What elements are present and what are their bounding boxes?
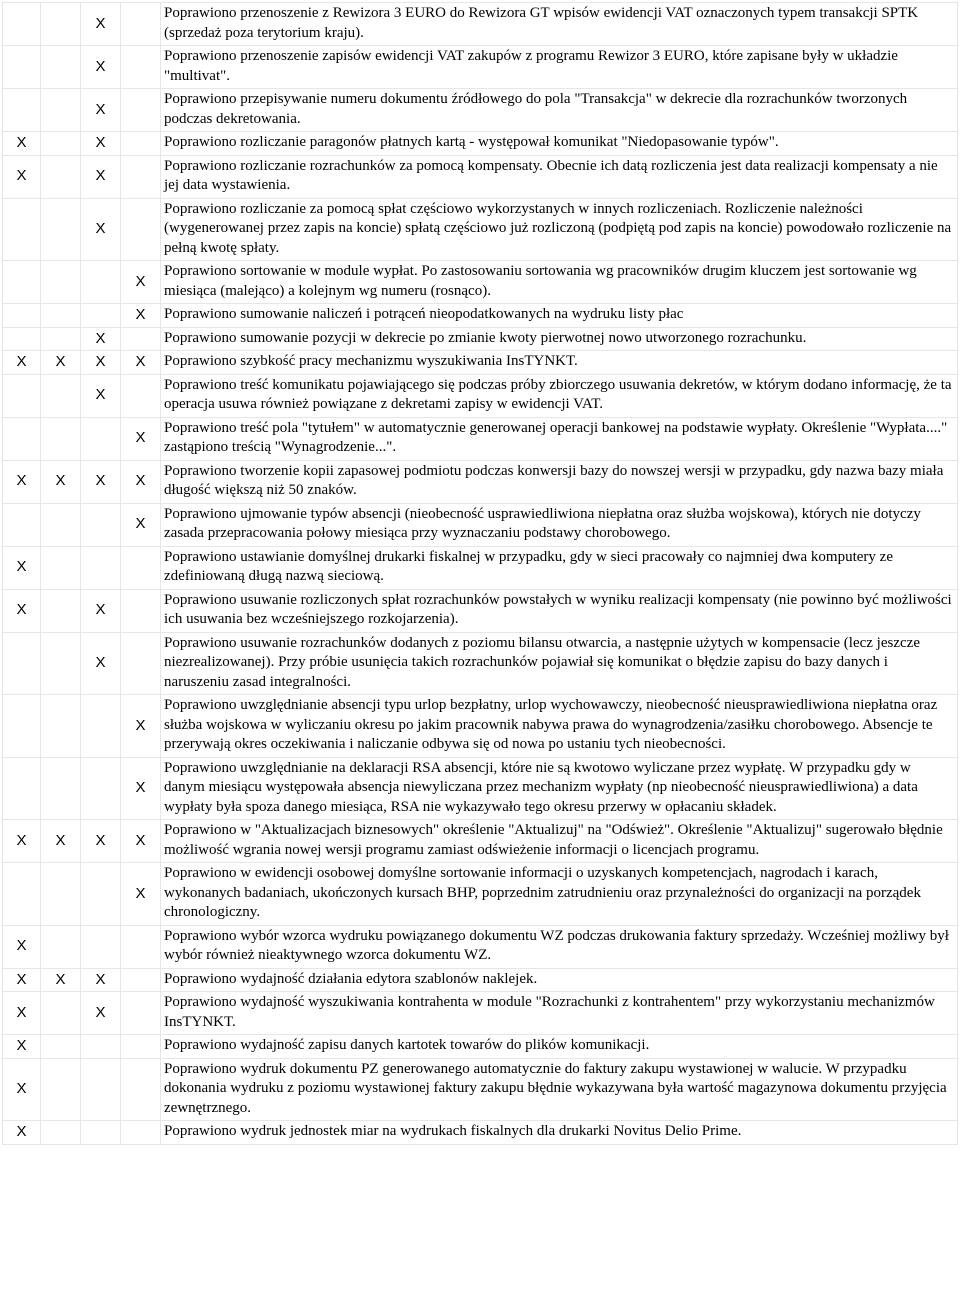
table-row [3,261,958,304]
product-mark-cell [41,374,81,417]
product-mark-cell [121,546,161,589]
product-mark-cell: X [81,460,121,503]
product-mark-cell [3,327,41,351]
product-mark-cell [121,327,161,351]
product-mark-cell [121,89,161,132]
table-row [3,304,958,328]
table-row [3,1121,958,1145]
product-mark-cell [41,3,81,46]
table-row [3,1058,958,1121]
product-mark-cell [41,925,81,968]
table-row [3,968,958,992]
product-mark-cell [41,992,81,1035]
change-description: Poprawiono uwzględnianie na deklaracji RSA absencji, które nie są kwotowo wyliczane przez wypłatę. W przypadku gdy w danym miesiącu występowała absencja niewyliczana przez mechanizm wypłaty (np nieobecność nieusprawiedliwiona) a data wypłaty była spoza danego miesiąca, RSA nie wykazywało tego okresu przerwy w opłacaniu składek. [161,757,958,820]
change-description: Poprawiono uwzględnianie absencji typu urlop bezpłatny, urlop wychowawczy, nieobecność nieusprawiedliwiona niepłatna oraz służba wojskowa w wyliczaniu okresu po jakim pracownik nabywa prawa do wynagrodzenia/zasiłku chorobowego. Absencje te przerywają okres oczekiwania i naliczanie odbywa się od nowa po ustaniu tych nieobecności. [161,695,958,758]
product-mark-cell [41,1058,81,1121]
product-mark-cell [81,695,121,758]
product-mark-cell [121,968,161,992]
product-mark-cell [3,695,41,758]
product-mark-cell: X [3,925,41,968]
product-mark-cell [81,925,121,968]
product-mark-cell: X [3,1121,41,1145]
product-mark-cell: X [121,757,161,820]
product-mark-cell [41,198,81,261]
product-mark-cell: X [3,351,41,375]
product-mark-cell [41,155,81,198]
product-mark-cell: X [3,1035,41,1059]
product-mark-cell [41,503,81,546]
table-row [3,992,958,1035]
product-mark-cell: X [81,632,121,695]
product-mark-cell: X [81,327,121,351]
product-mark-cell: X [121,820,161,863]
change-description: Poprawiono treść komunikatu pojawiającego się podczas próby zbiorczego usuwania dekretów, w którym dodano informację, że ta operacja usuwa również powiązane z dekretami zapisy w ewidencji VAT. [161,374,958,417]
product-mark-cell [121,1121,161,1145]
product-mark-cell: X [81,132,121,156]
table-row [3,417,958,460]
table-row [3,546,958,589]
change-description: Poprawiono treść pola "tytułem" w automatycznie generowanej operacji bankowej na podstawie wypłaty. Określenie "Wypłata...." zastąpiono treścią "Wynagrodzenie...". [161,417,958,460]
table-row [3,198,958,261]
product-mark-cell: X [3,460,41,503]
product-mark-cell: X [81,155,121,198]
product-mark-cell: X [81,89,121,132]
product-mark-cell [81,503,121,546]
product-mark-cell: X [3,992,41,1035]
product-mark-cell [121,3,161,46]
product-mark-cell [41,1121,81,1145]
product-mark-cell: X [41,820,81,863]
change-description: Poprawiono w ewidencji osobowej domyślne sortowanie informacji o uzyskanych kompetencjach, nagrodach i karach, wykonanych badaniach, ukończonych kursach BHP, poprzednim zatrudnieniu oraz przynależności do organizacji na porządek chronologiczny. [161,863,958,926]
product-mark-cell [121,155,161,198]
product-mark-cell [3,261,41,304]
product-mark-cell [121,632,161,695]
change-description: Poprawiono sortowanie w module wypłat. Po zastosowaniu sortowania wg pracowników drugim kluczem jest sortowanie wg miesiąca (malejąco) a kolejnym wg numeru (rosnąco). [161,261,958,304]
product-mark-cell [81,546,121,589]
product-mark-cell [81,261,121,304]
table-row [3,757,958,820]
product-mark-cell: X [41,351,81,375]
table-row [3,695,958,758]
product-mark-cell [121,589,161,632]
table-row [3,327,958,351]
product-mark-cell [41,417,81,460]
product-mark-cell: X [121,351,161,375]
product-mark-cell: X [3,132,41,156]
change-description: Poprawiono przenoszenie z Rewizora 3 EURO do Rewizora GT wpisów ewidencji VAT oznaczonych typem transakcji SPTK (sprzedaż poza terytorium kraju). [161,3,958,46]
change-description: Poprawiono rozliczanie paragonów płatnych kartą - występował komunikat "Niedopasowanie typów". [161,132,958,156]
change-description: Poprawiono ujmowanie typów absencji (nieobecność usprawiedliwiona niepłatna oraz służba wojskowa), których nie dotyczy zasada przepracowania połowy miesiąca przy wyznaczaniu podstawy chorobowego. [161,503,958,546]
product-mark-cell [3,757,41,820]
product-mark-cell: X [41,460,81,503]
product-mark-cell [81,417,121,460]
product-mark-cell: X [41,968,81,992]
product-mark-cell [41,1035,81,1059]
table-row [3,820,958,863]
table-row [3,374,958,417]
product-mark-cell [81,863,121,926]
product-mark-cell [3,89,41,132]
change-description: Poprawiono ustawianie domyślnej drukarki fiskalnej w przypadku, gdy w sieci pracowały co najmniej dwa komputery ze zdefiniowaną długą nazwą sieciową. [161,546,958,589]
product-mark-cell: X [81,589,121,632]
product-mark-cell [81,757,121,820]
table-row [3,863,958,926]
change-description: Poprawiono sumowanie pozycji w dekrecie po zmianie kwoty pierwotnej nowo utworzonego rozrachunku. [161,327,958,351]
product-mark-cell [81,1058,121,1121]
product-mark-cell: X [81,992,121,1035]
change-description: Poprawiono wydajność zapisu danych kartotek towarów do plików komunikacji. [161,1035,958,1059]
table-row [3,632,958,695]
product-mark-cell [121,992,161,1035]
product-mark-cell [81,1035,121,1059]
change-description: Poprawiono w "Aktualizacjach biznesowych" określenie "Aktualizuj" na "Odśwież". Określenie "Aktualizuj" sugerowało błędnie możliwość wgrania nowej wersji programu zamiast odświeżenie informacji o licencjach programu. [161,820,958,863]
product-mark-cell: X [81,374,121,417]
product-mark-cell: X [121,863,161,926]
change-description: Poprawiono wydajność działania edytora szablonów naklejek. [161,968,958,992]
product-mark-cell: X [121,695,161,758]
product-mark-cell [3,46,41,89]
product-mark-cell [3,304,41,328]
product-mark-cell: X [3,546,41,589]
product-mark-cell [41,46,81,89]
change-description: Poprawiono sumowanie naliczeń i potrąceń nieopodatkowanych na wydruku listy płac [161,304,958,328]
product-mark-cell [3,632,41,695]
changelog-table [2,2,958,1145]
product-mark-cell: X [3,968,41,992]
table-row [3,155,958,198]
table-row [3,1035,958,1059]
product-mark-cell [121,374,161,417]
product-mark-cell [3,3,41,46]
product-mark-cell [41,327,81,351]
table-row [3,503,958,546]
table-row [3,132,958,156]
change-description: Poprawiono tworzenie kopii zapasowej podmiotu podczas konwersji bazy do nowszej wersji w przypadku, gdy nazwa bazy miała długość większą niż 50 znaków. [161,460,958,503]
product-mark-cell: X [81,46,121,89]
product-mark-cell [41,863,81,926]
product-mark-cell [3,417,41,460]
change-description: Poprawiono przenoszenie zapisów ewidencji VAT zakupów z programu Rewizor 3 EURO, które zapisane były w układzie "multivat". [161,46,958,89]
table-row [3,351,958,375]
product-mark-cell: X [121,503,161,546]
change-description: Poprawiono usuwanie rozrachunków dodanych z poziomu bilansu otwarcia, a następnie użytych w kompensacie (lecz jeszcze niezrealizowanej). Przy próbie usunięcia takich rozrachunków pojawiał się komunikat o błędzie zapisu do bazy danych i naruszeniu zasad integralności. [161,632,958,695]
product-mark-cell [41,589,81,632]
product-mark-cell [41,132,81,156]
product-mark-cell: X [121,261,161,304]
change-description: Poprawiono wydajność wyszukiwania kontrahenta w module "Rozrachunki z kontrahentem" przy wykorzystaniu mechanizmów InsTYNKT. [161,992,958,1035]
change-description: Poprawiono usuwanie rozliczonych spłat rozrachunków powstałych w wyniku realizacji kompensaty (nie powinno być możliwości ich usuwania bez wcześniejszego rozkojarzenia). [161,589,958,632]
product-mark-cell: X [3,820,41,863]
product-mark-cell [121,132,161,156]
change-description: Poprawiono wybór wzorca wydruku powiązanego dokumentu WZ podczas drukowania faktury sprzedaży. Wcześniej możliwy był wybór również nieaktywnego wzorca dokumentu WZ. [161,925,958,968]
table-row [3,460,958,503]
product-mark-cell [3,863,41,926]
product-mark-cell: X [3,155,41,198]
product-mark-cell [41,89,81,132]
table-row [3,925,958,968]
change-description: Poprawiono szybkość pracy mechanizmu wyszukiwania InsTYNKT. [161,351,958,375]
change-description: Poprawiono wydruk jednostek miar na wydrukach fiskalnych dla drukarki Novitus Delio Prime. [161,1121,958,1145]
product-mark-cell [3,374,41,417]
product-mark-cell: X [81,968,121,992]
product-mark-cell [41,632,81,695]
change-description: Poprawiono przepisywanie numeru dokumentu źródłowego do pola "Transakcja" w dekrecie dla rozrachunków tworzonych podczas dekretowania. [161,89,958,132]
product-mark-cell: X [121,417,161,460]
product-mark-cell [41,546,81,589]
product-mark-cell [41,261,81,304]
changelog-document [0,2,960,1145]
table-row [3,3,958,46]
table-row [3,589,958,632]
product-mark-cell: X [81,198,121,261]
product-mark-cell [121,1058,161,1121]
product-mark-cell [121,46,161,89]
product-mark-cell [41,695,81,758]
table-row [3,46,958,89]
product-mark-cell [3,503,41,546]
product-mark-cell [121,1035,161,1059]
product-mark-cell [121,925,161,968]
product-mark-cell [121,198,161,261]
product-mark-cell: X [121,460,161,503]
product-mark-cell: X [81,351,121,375]
changelog-rows [3,3,958,1145]
product-mark-cell [41,304,81,328]
product-mark-cell [81,1121,121,1145]
change-description: Poprawiono wydruk dokumentu PZ generowanego automatycznie do faktury zakupu wystawionej w walucie. W przypadku dokonania wydruku z poziomu wystawionej faktury zakupu błędnie wykazywana była wartość magazynowa dokumentu przyjęcia zewnętrznego. [161,1058,958,1121]
change-description: Poprawiono rozliczanie za pomocą spłat częściowo wykorzystanych w innych rozliczeniach. Rozliczenie należności (wygenerowanej przez zapis na koncie) spłatą częściowo już rozliczoną (podpiętą pod zapis na koncie) powodowało rozliczenie na pełną kwotę spłaty. [161,198,958,261]
product-mark-cell: X [81,820,121,863]
product-mark-cell [3,198,41,261]
product-mark-cell: X [3,1058,41,1121]
product-mark-cell [41,757,81,820]
change-description: Poprawiono rozliczanie rozrachunków za pomocą kompensaty. Obecnie ich datą rozliczenia jest data realizacji kompensaty a nie jej data wystawienia. [161,155,958,198]
product-mark-cell: X [121,304,161,328]
product-mark-cell: X [81,3,121,46]
table-row [3,89,958,132]
product-mark-cell [81,304,121,328]
product-mark-cell: X [3,589,41,632]
